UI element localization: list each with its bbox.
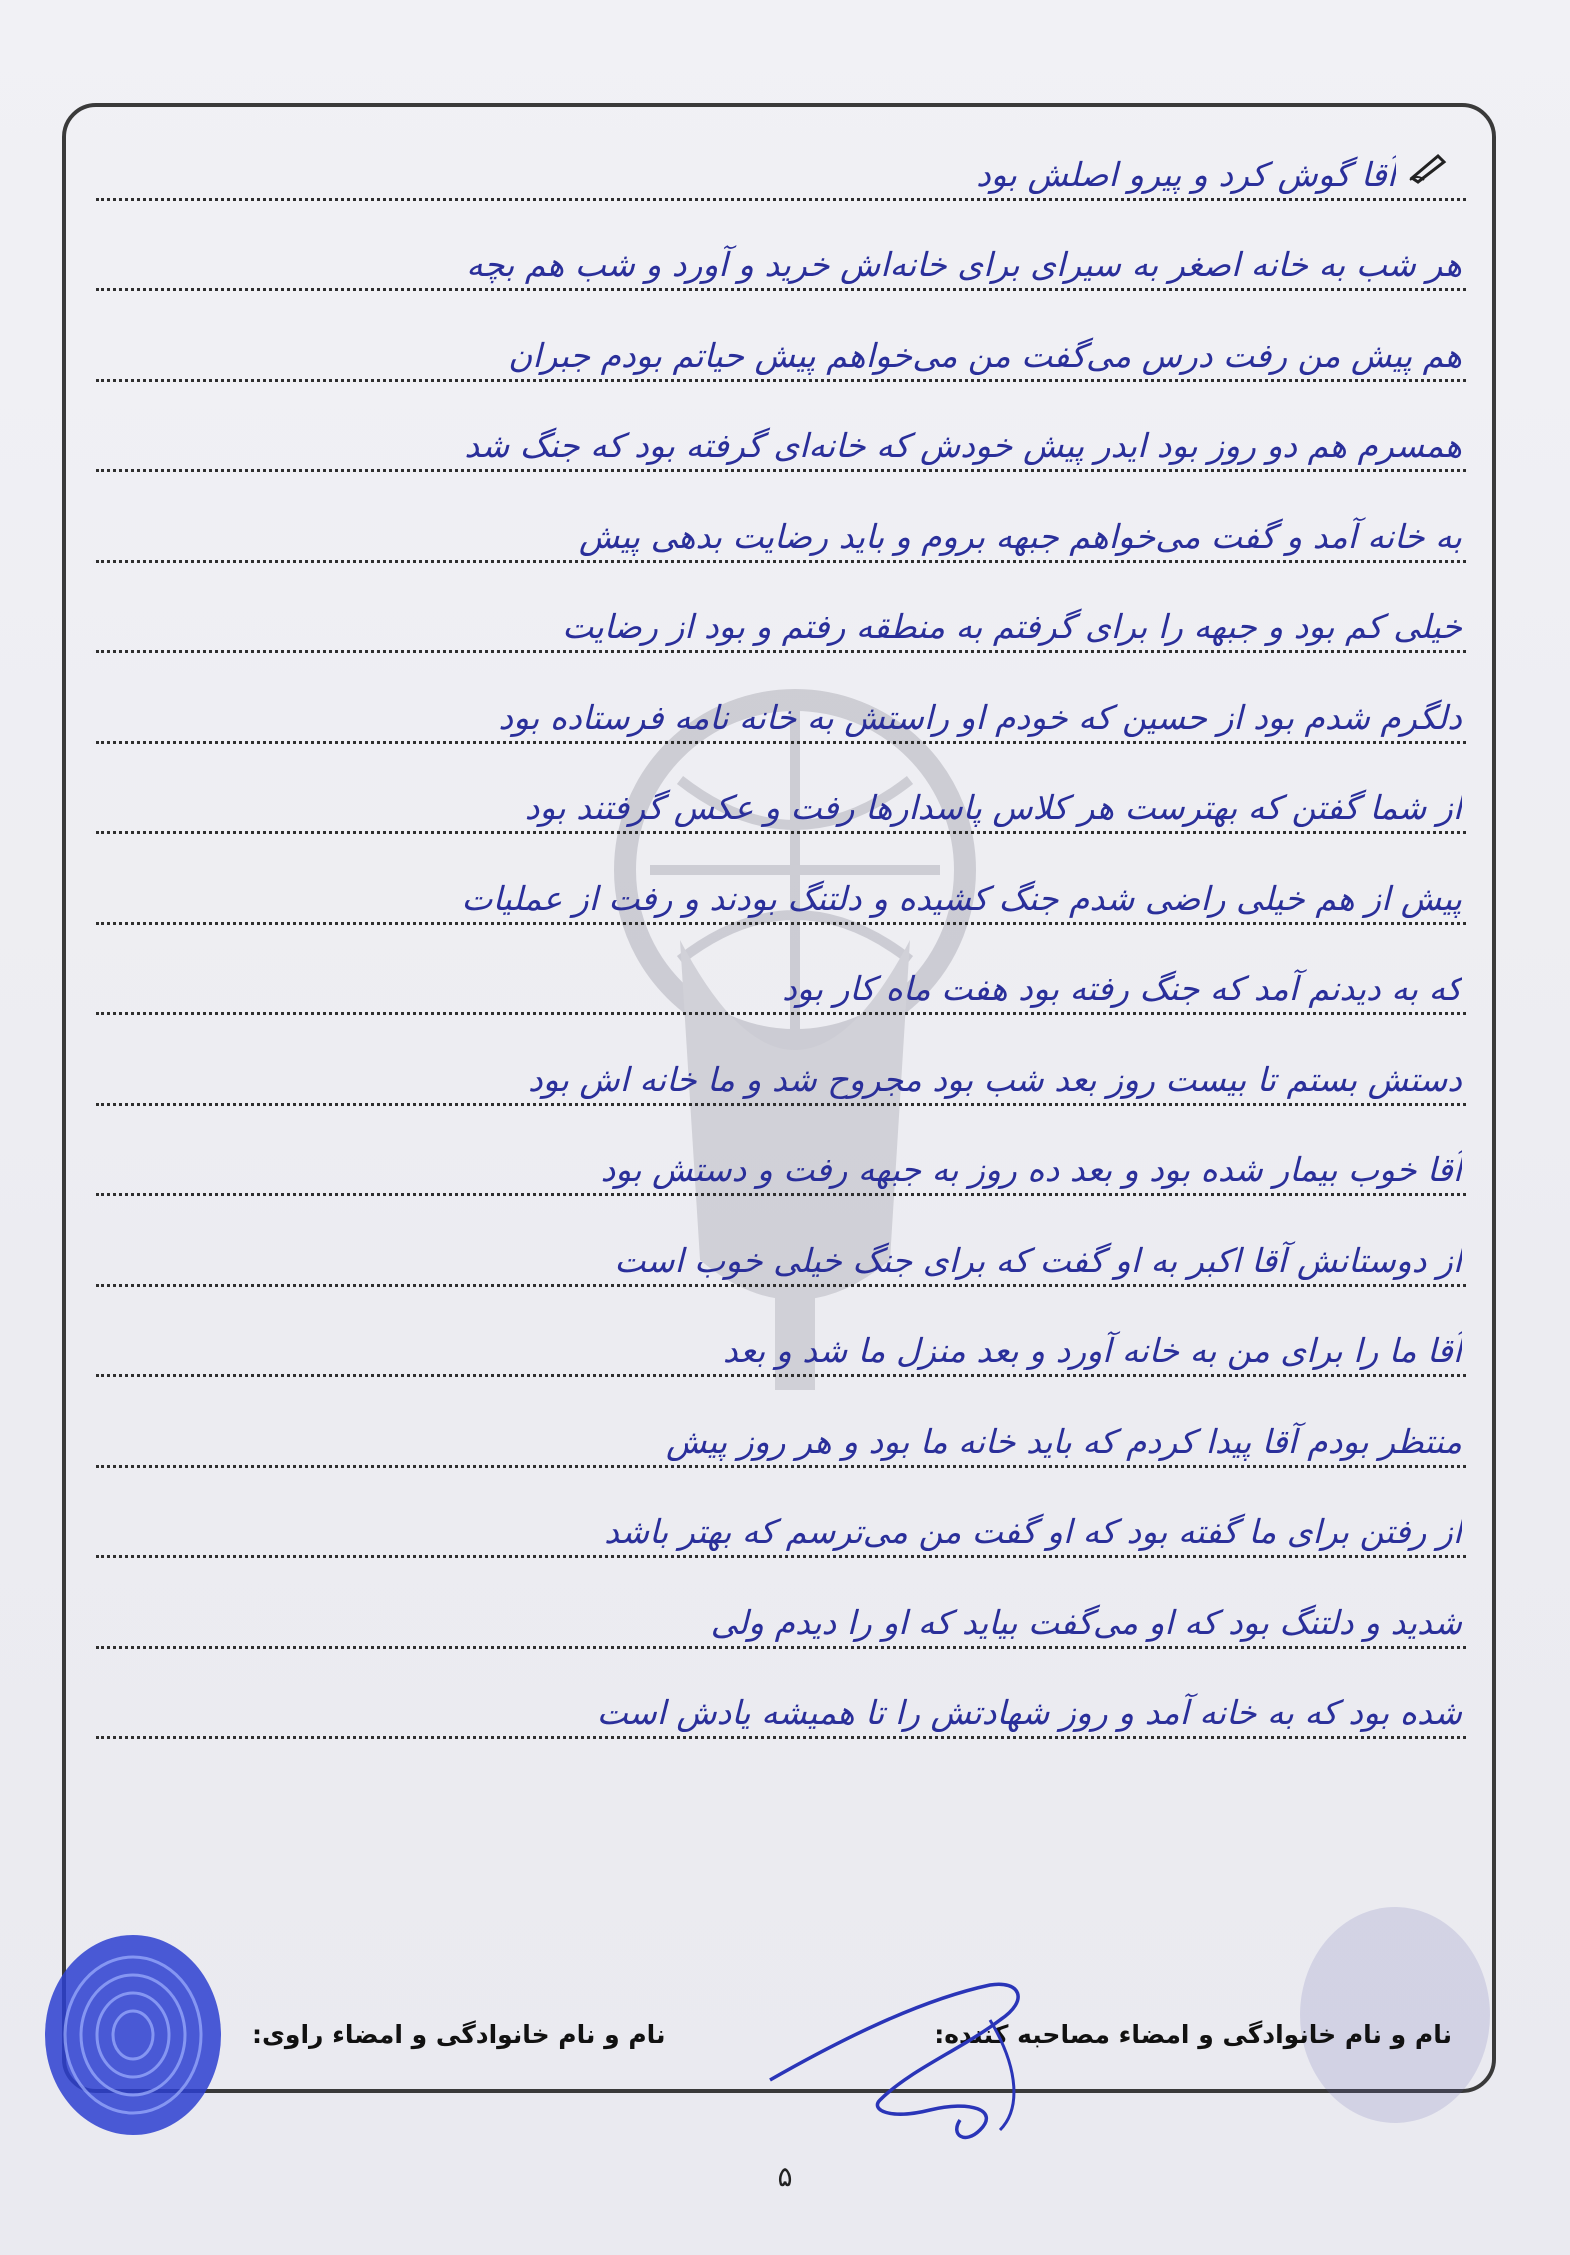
text-line <box>96 1649 1466 1740</box>
handwritten-text: آقا ما را برای من به خانه آورد و بعد منزل ما شد و بعد <box>722 1331 1462 1370</box>
interviewer-signature-label: نام و نام خانوادگی و امضاء مصاحبه کننده: <box>934 2020 1452 2049</box>
handwritten-text: دستش بستم تا بیست روز بعد شب بود مجروح شد و ما خانه اش بود <box>528 1059 1462 1099</box>
handwritten-text: به خانه آمد و گفت می‌خواهم جبهه بروم و باید رضایت بدهی پیش <box>578 516 1462 556</box>
handwritten-text: از دوستانش آقا اکبر به او گفت که برای جنگ خیلی خوب است <box>614 1240 1462 1280</box>
signature <box>760 1960 1180 2150</box>
faint-fingerprint <box>1290 1900 1500 2130</box>
handwritten-text: پیش از هم خیلی راضی شدم جنگ کشیده و دلتنگ بودند و رفت از عملیات <box>461 878 1462 918</box>
handwritten-text: از رفتن برای ما گفته بود که او گفت من می‌ترسم که بهتر باشد <box>604 1512 1462 1551</box>
text-line <box>96 1196 1466 1287</box>
text-line <box>96 834 1466 925</box>
text-line <box>96 744 1466 835</box>
fingerprint <box>38 1930 228 2140</box>
handwritten-text: از شما گفتن که بهترست هر کلاس پاسدارها رفت و عکس گرفتند بود <box>524 788 1462 827</box>
text-line <box>96 110 1466 201</box>
text-line <box>96 925 1466 1016</box>
text-line <box>96 472 1466 563</box>
handwritten-text: هر شب به خانه اصغر به سیرای برای خانه‌اش خرید و آورد و شب هم بچه <box>466 245 1462 284</box>
text-line <box>96 382 1466 473</box>
text-line <box>96 1377 1466 1468</box>
text-line <box>96 653 1466 744</box>
text-line <box>96 1558 1466 1649</box>
handwritten-text: که به دیدنم آمد که جنگ رفته بود هفت ماه کار بود <box>782 969 1462 1008</box>
handwritten-lines <box>96 110 1466 1739</box>
handwritten-text: دلگرم شدم بود از حسین که خودم او راستش به خانه نامه فرستاده بود <box>498 697 1462 737</box>
narrator-signature-label: نام و نام خانوادگی و امضاء راوی: <box>252 2020 666 2049</box>
handwritten-text: آقا گوش کرد و پیرو اصلش بود <box>976 154 1396 194</box>
handwritten-text: آقا خوب بیمار شده بود و بعد ده روز به جبهه رفت و دستش بود <box>600 1150 1462 1189</box>
handwritten-text: منتظر بودم آقا پیدا کردم که باید خانه ما بود و هر روز پیش <box>666 1421 1462 1461</box>
page-number: ۵ <box>777 2160 793 2193</box>
handwritten-text: شدید و دلتنگ بود که او می‌گفت بیاید که او را دیدم ولی <box>710 1602 1462 1642</box>
handwritten-text: خیلی کم بود و جبهه را برای گرفتم به منطقه رفتم و بود از رضایت <box>562 607 1462 646</box>
text-line <box>96 291 1466 382</box>
text-line <box>96 563 1466 654</box>
text-line <box>96 1468 1466 1559</box>
handwritten-text: هم پیش من رفت درس می‌گفت من می‌خواهم پیش حیاتم بودم جبران <box>508 335 1462 375</box>
text-line <box>96 1015 1466 1106</box>
text-line <box>96 1106 1466 1197</box>
handwritten-text: شده بود که به خانه آمد و روز شهادتش را تا همیشه یادش است <box>596 1693 1462 1732</box>
text-line <box>96 1287 1466 1378</box>
text-line <box>96 201 1466 292</box>
handwritten-text: همسرم هم دو روز بود ایدر پیش خودش که خانه‌ای گرفته بود که جنگ شد <box>464 426 1462 465</box>
